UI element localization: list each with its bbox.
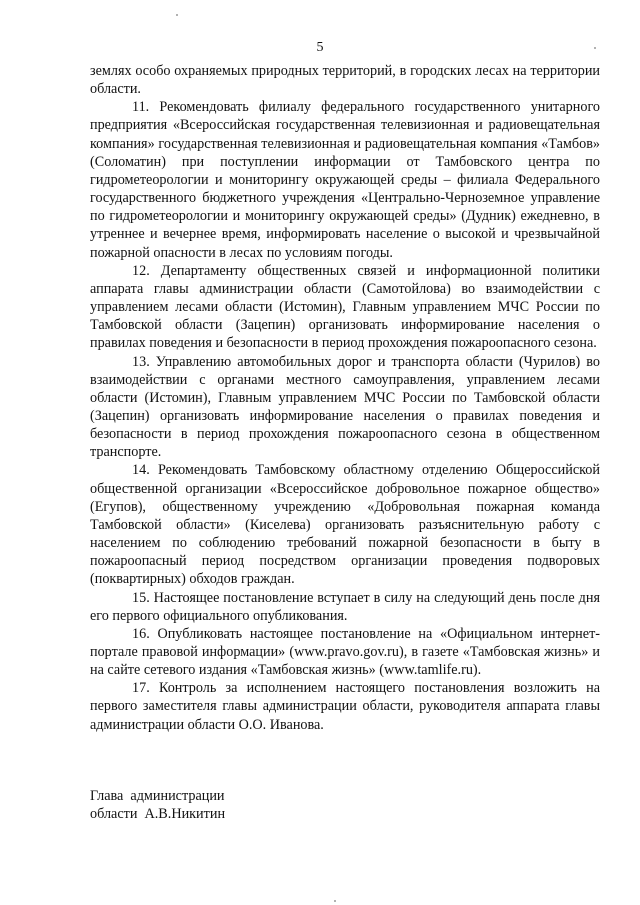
document-body <box>90 62 600 734</box>
signature-block <box>90 787 390 823</box>
paragraph-item-13: 13. Управлению автомобильных дорог и транспорта области (Чурилов) во взаимодействии с органами местного самоуправления, управлением лесами области (Истомин), Главным управлением МЧС России по Тамбовской области (Зацепин) организовать информирование населения о правилах поведения и безопасности в период прохождения пожароопасного сезона в общественном транспорте. <box>90 353 600 461</box>
paragraph-item-16: 16. Опубликовать настоящее постановление на «Официальном интернет-портале правовой информации» (www.pravo.gov.ru), в газете «Тамбовская жизнь» и на сайте сетевого издания «Тамбовская жизнь» (www.tamlife.ru). <box>90 625 600 679</box>
paragraph-continuation: землях особо охраняемых природных территорий, в городских лесах на территории области. <box>90 63 600 98</box>
signature-name: области А.В.Никитин <box>90 806 226 823</box>
page-number: 5 <box>316 40 324 55</box>
paragraph-item-11: 11. Рекомендовать филиалу федерального государственного унитарного предприятия «Всероссийская государственная телевизионная и радиовещательная компания» государственная телевизионная и радиовещательная компания «Тамбов» (Соломатин) при поступлении информации от Тамбовского центра по гидрометеорологии и мониторингу окружающей среды – филиала Федерального государственного бюджетного учреждения «Центрально-Черноземное управление по гидрометеорологии и мониторингу окружающей среды» (Дудник) ежедневно, в утреннее и вечернее время, информировать население о высокой и чрезвычайной пожарной опасности в лесах по условиям погоды. <box>90 99 600 261</box>
scan-speck <box>594 47 596 49</box>
scan-speck <box>334 900 336 902</box>
paragraph-item-17: 17. Контроль за исполнением настоящего постановления возложить на первого заместителя главы администрации области, руководителя аппарата главы администрации области О.О. Иванова. <box>90 680 600 733</box>
scan-speck <box>176 14 178 16</box>
paragraph-item-14: 14. Рекомендовать Тамбовскому областному отделению Общероссийской общественной организации «Всероссийское добровольное пожарное общество» (Егупов), общественному учреждению «Добровольная пожарная команда Тамбовской области» (Киселева) организовать разъяснительную работу с населением по соблюдению требований пожарной безопасности в быту в пожароопасный период посредством организации проведения подворовых (поквартирных) обходов граждан. <box>90 462 600 588</box>
paragraph-item-12: 12. Департаменту общественных связей и информационной политики аппарата главы администрации области (Самотойлова) во взаимодействии с управлением лесами области (Истомин), Главным управлением МЧС России по Тамбовской области (Зацепин) организовать информирование населения о правилах поведения и безопасности в период прохождения пожароопасного сезона. <box>90 262 600 352</box>
signature-title: Глава администрации <box>90 788 225 804</box>
paragraph-item-15: 15. Настоящее постановление вступает в силу на следующий день после дня его первого официального опубликования. <box>90 589 600 624</box>
